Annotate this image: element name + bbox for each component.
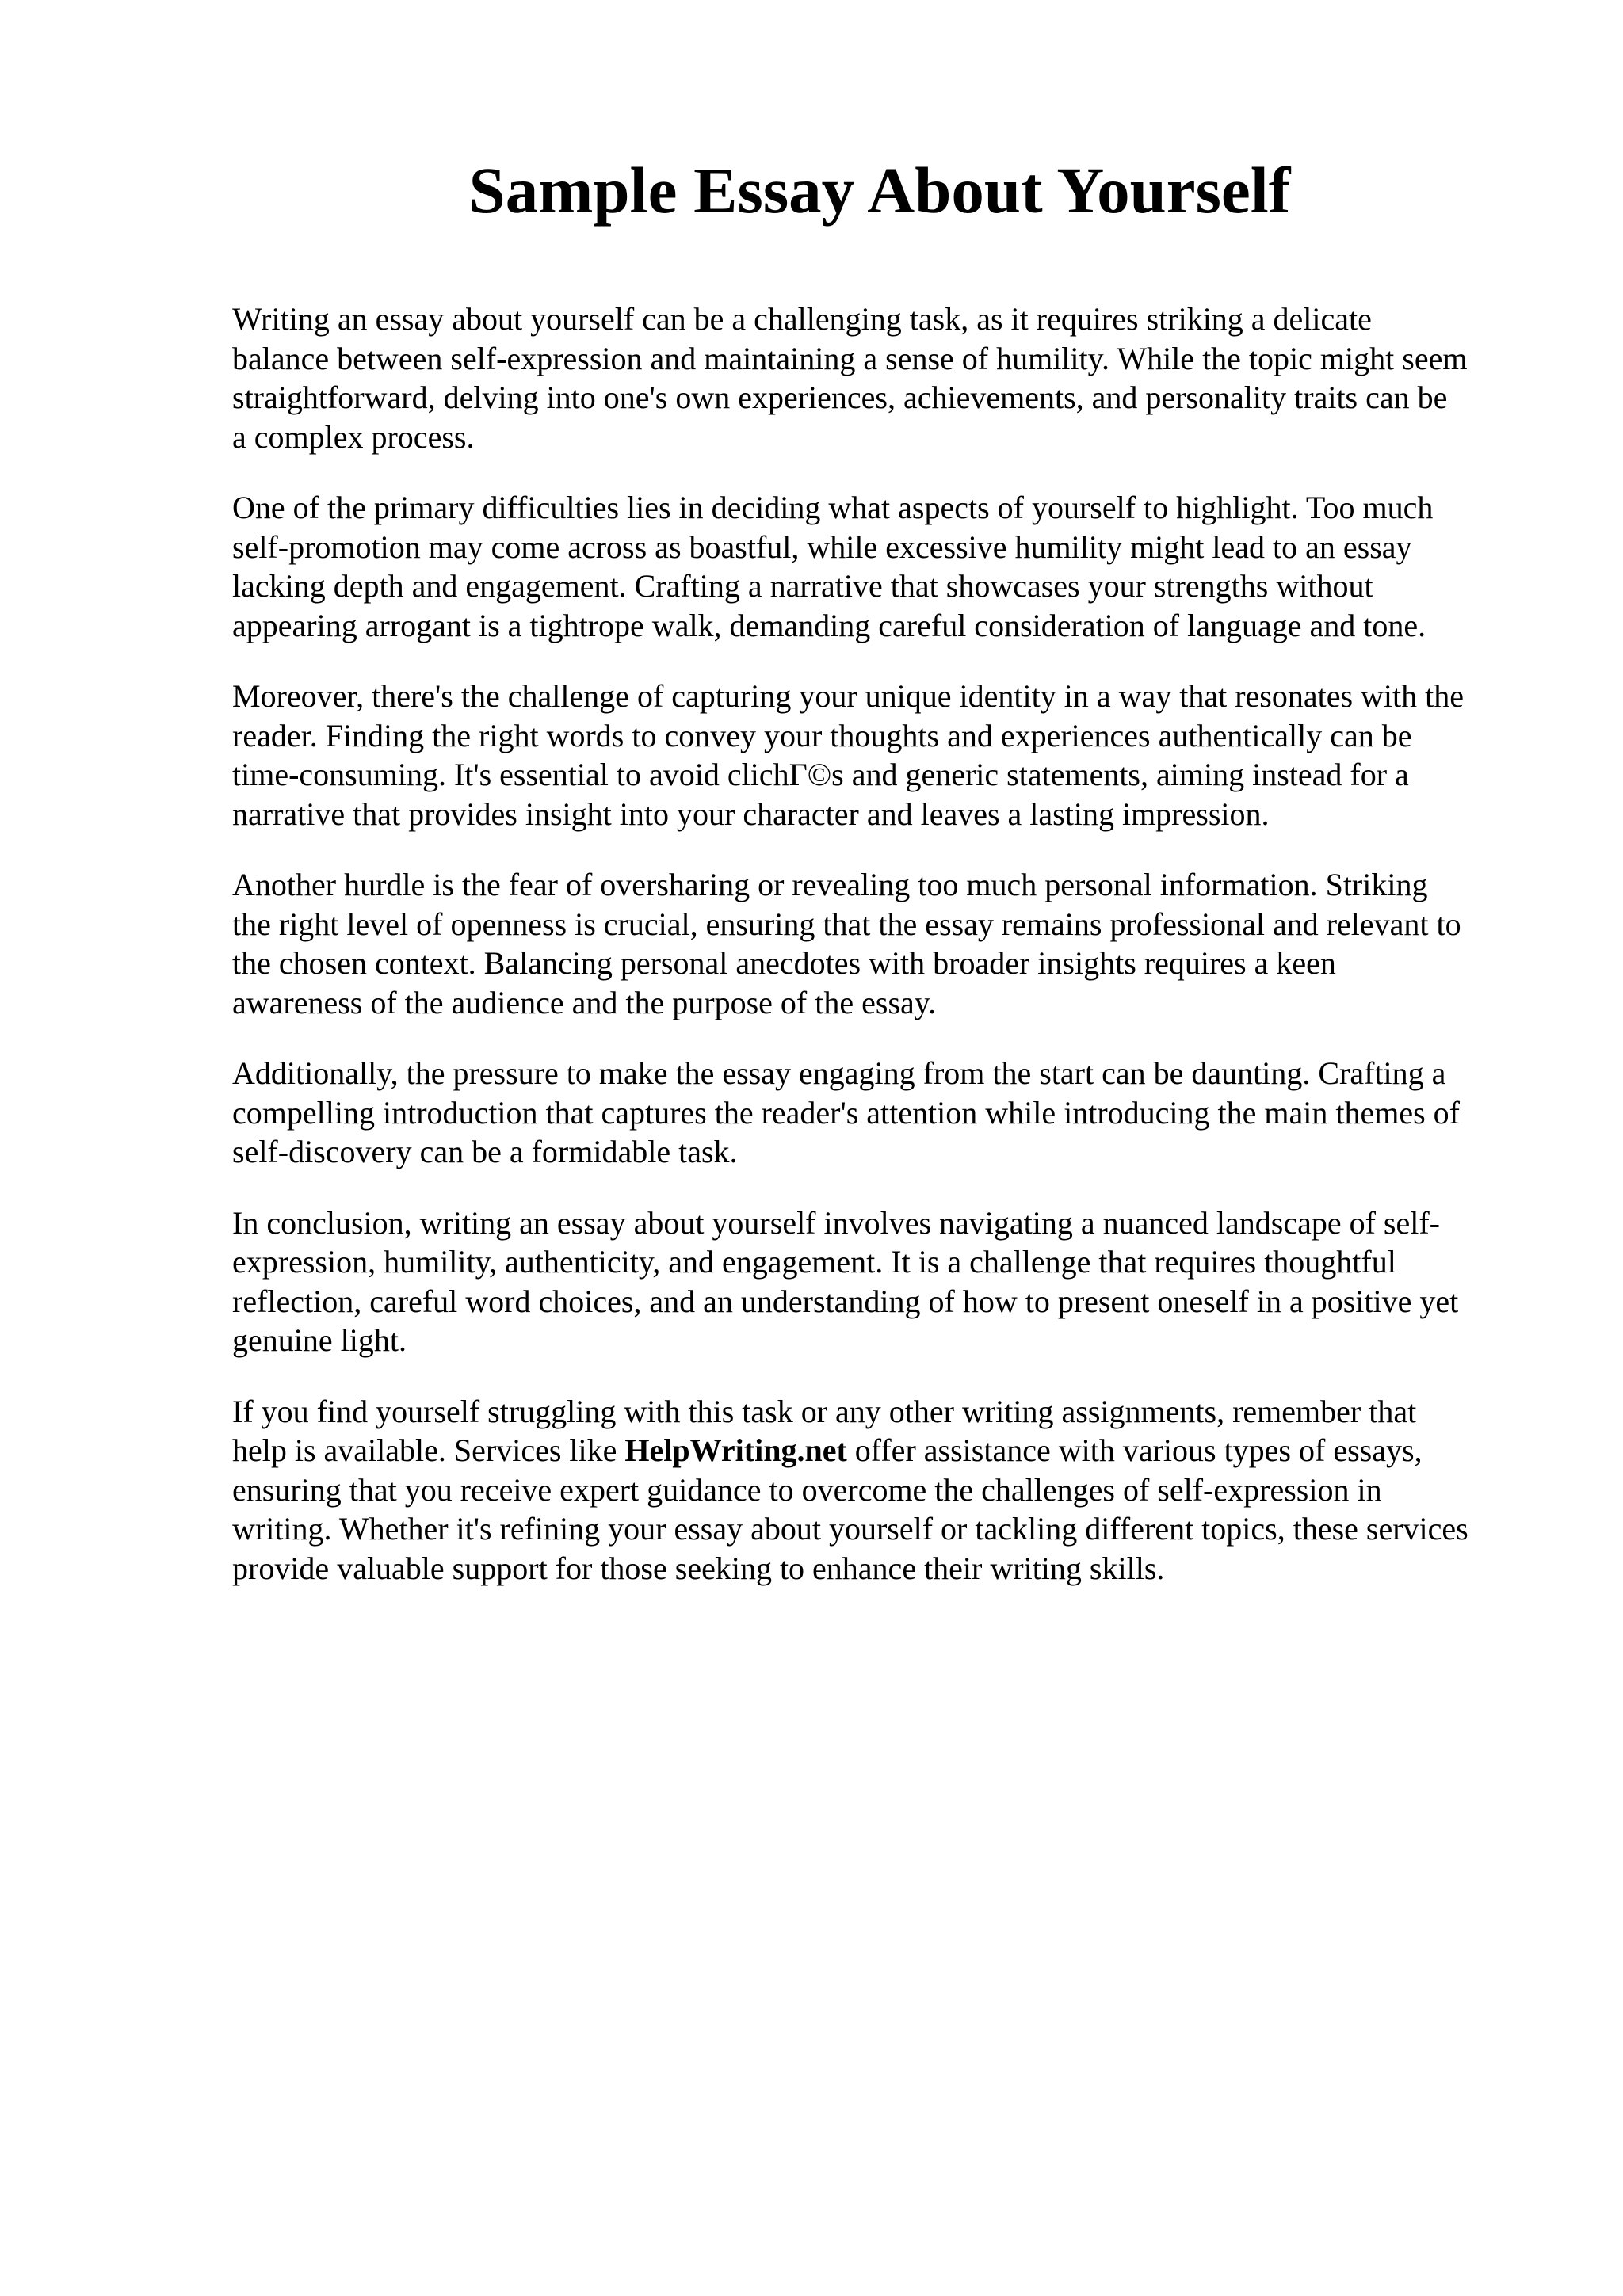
paragraph-line: awareness of the audience and the purpose of the essay. bbox=[232, 984, 937, 1020]
paragraph-line: expression, humility, authenticity, and engagement. It is a challenge that requires thoughtful bbox=[232, 1244, 1396, 1280]
paragraph-line: self-promotion may come across as boastful, while excessive humility might lead to an essay bbox=[232, 528, 1412, 565]
paragraph-line: reader. Finding the right words to convey your thoughts and experiences authentically can be bbox=[232, 717, 1412, 753]
paragraph-line: In conclusion, writing an essay about yourself involves navigating a nuanced landscape of self- bbox=[232, 1204, 1441, 1241]
paragraph-line: narrative that provides insight into your character and leaves a lasting impression. bbox=[232, 795, 1270, 832]
brand-name: HelpWriting.net bbox=[624, 1432, 847, 1468]
paragraph-line: genuine light. bbox=[232, 1322, 407, 1358]
paragraph-3 bbox=[232, 677, 1532, 833]
paragraph-line bbox=[232, 1431, 1532, 1470]
paragraph-line: the right level of openness is crucial, ensuring that the essay remains professional and relevant to bbox=[232, 906, 1461, 942]
essay-title: Sample Essay About Yourself bbox=[468, 154, 1291, 227]
paragraph-line: balance between self-expression and maintaining a sense of humility. While the topic might seem bbox=[232, 340, 1468, 376]
paragraph-line: ensuring that you receive expert guidance to overcome the challenges of self-expression in bbox=[232, 1471, 1382, 1508]
paragraph-7 bbox=[232, 1392, 1532, 1589]
paragraph-line: compelling introduction that captures the reader's attention while introducing the main themes of bbox=[232, 1094, 1460, 1131]
paragraph-line: self-discovery can be a formidable task. bbox=[232, 1134, 738, 1169]
paragraph-line: time-consuming. It's essential to avoid clichΓ©s and generic statements, aiming instead for a bbox=[232, 757, 1409, 792]
paragraph-2 bbox=[232, 488, 1532, 645]
paragraph-line: appearing arrogant is a tightrope walk, demanding careful consideration of language and tone. bbox=[232, 607, 1426, 643]
paragraph-line: Another hurdle is the fear of oversharing or revealing too much personal information. Striking bbox=[232, 867, 1428, 902]
paragraph-1 bbox=[232, 299, 1532, 456]
paragraph-line: Moreover, there's the challenge of capturing your unique identity in a way that resonates with the bbox=[232, 678, 1465, 714]
paragraph-5 bbox=[232, 1054, 1532, 1172]
paragraph-line: Additionally, the pressure to make the essay engaging from the start can be daunting. Crafting a bbox=[232, 1055, 1446, 1091]
paragraph-line: provide valuable support for those seeking to enhance their writing skills. bbox=[232, 1550, 1165, 1586]
paragraph-line: If you find yourself struggling with this task or any other writing assignments, remember that bbox=[232, 1393, 1417, 1429]
closing-text-before-brand: help is available. Services like bbox=[232, 1432, 625, 1468]
essay-body bbox=[232, 299, 1532, 1619]
paragraph-line: lacking depth and engagement. Crafting a narrative that showcases your strengths without bbox=[232, 568, 1373, 604]
paragraph-line: a complex process. bbox=[232, 418, 475, 455]
paragraph-line: writing. Whether it's refining your essay about yourself or tackling different topics, these services bbox=[232, 1511, 1468, 1547]
paragraph-line: Writing an essay about yourself can be a challenging task, as it requires striking a delicate bbox=[232, 301, 1372, 337]
paragraph-4 bbox=[232, 865, 1532, 1022]
paragraph-line: the chosen context. Balancing personal anecdotes with broader insights requires a keen bbox=[232, 945, 1336, 981]
paragraph-line: straightforward, delving into one's own experiences, achievements, and personality traits can be bbox=[232, 379, 1448, 415]
closing-text-after-brand: offer assistance with various types of essays, bbox=[846, 1432, 1423, 1468]
paragraph-line: reflection, careful word choices, and an understanding of how to present oneself in a positive yet bbox=[232, 1283, 1459, 1319]
paragraph-6 bbox=[232, 1203, 1532, 1360]
paragraph-line: One of the primary difficulties lies in deciding what aspects of yourself to highlight. Too much bbox=[232, 490, 1434, 525]
